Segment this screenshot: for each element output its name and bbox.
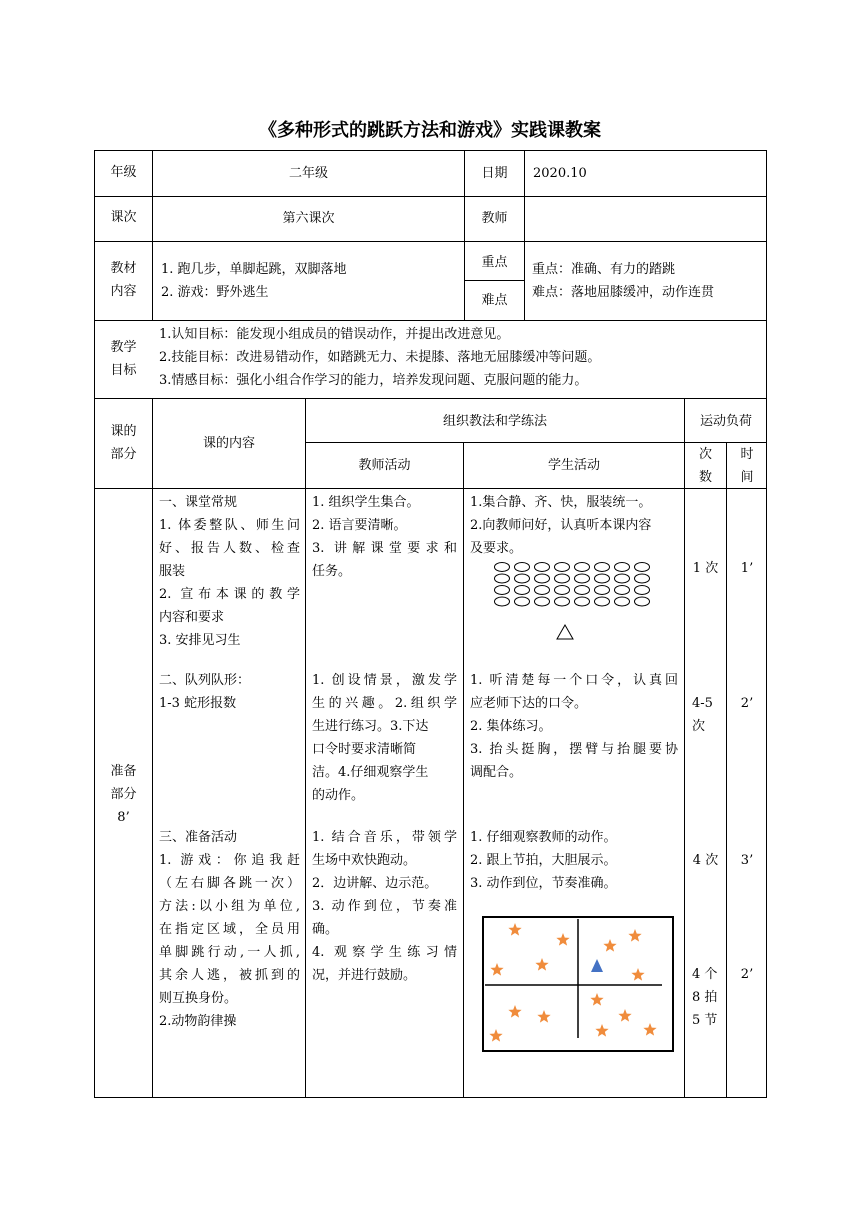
date-value: 2020.10 bbox=[533, 166, 587, 181]
student-oval bbox=[595, 574, 610, 583]
student-oval bbox=[515, 586, 530, 595]
student-star-icon bbox=[556, 933, 569, 946]
student-star-icon bbox=[618, 1009, 631, 1022]
student-oval bbox=[595, 586, 610, 595]
student-oval bbox=[635, 563, 650, 572]
sec1-student: 1.集合静、齐、快，服装统一。 2.向教师问好，认真听本课内容 及要求。 bbox=[470, 495, 652, 556]
sec3-student: 1. 仔细观察教师的动作。 2. 跟上节拍，大胆展示。 3. 动作到位，节奏准确。 bbox=[470, 830, 617, 891]
sec1-count: 1 次 bbox=[692, 561, 719, 576]
prep-part-label: 准备 部分 8’ bbox=[110, 764, 137, 825]
date-label: 日期 bbox=[481, 166, 508, 181]
key-difficult-text: 重点：准确、有力的踏跳 难点：落地屈膝缓冲，动作连贯 bbox=[532, 262, 715, 300]
student-oval bbox=[555, 574, 570, 583]
difficult-label: 难点 bbox=[481, 293, 508, 308]
student-oval bbox=[495, 563, 510, 572]
formation-diagram bbox=[493, 560, 653, 644]
key-label: 重点 bbox=[481, 255, 508, 270]
student-oval bbox=[575, 574, 590, 583]
student-star-icon bbox=[508, 923, 521, 936]
student-oval bbox=[635, 586, 650, 595]
teacher-label: 教师 bbox=[481, 211, 508, 226]
goals-label: 教学 目标 bbox=[110, 340, 137, 378]
student-oval bbox=[575, 597, 590, 606]
sec3-count2: 4 个 8 拍 5 节 bbox=[692, 967, 718, 1028]
student-star-icon bbox=[490, 963, 503, 976]
student-oval bbox=[495, 574, 510, 583]
student-star-icon bbox=[595, 1024, 608, 1037]
sec1-teacher: 1. 组织学生集合。 2. 语言要清晰。 3. 讲解课堂要求和 任务。 bbox=[312, 495, 457, 579]
header-student: 学生活动 bbox=[547, 458, 600, 473]
sec3-time2: 2’ bbox=[740, 967, 754, 982]
sec3-teacher: 1. 结合音乐，带领学 生场中欢快跑动。 2．边讲解、边示范。 3. 动作到位，节奏准 确。 4. 观察学生练习情 况，并进行鼓励。 bbox=[312, 830, 457, 983]
game-field-diagram bbox=[482, 916, 675, 1054]
sec1-content: 一、课堂常规 1. 体委整队、师生问 好、报告人数、检查 服装 2. 宣布本课的教学 内容和要求 3. 安排见习生 bbox=[159, 495, 300, 648]
student-oval bbox=[555, 586, 570, 595]
student-oval bbox=[515, 574, 530, 583]
header-load: 运动负荷 bbox=[699, 414, 752, 429]
student-star-icon bbox=[643, 1023, 656, 1036]
sec2-count: 4-5 次 bbox=[692, 696, 713, 734]
student-oval bbox=[615, 597, 630, 606]
sec3-count: 4 次 bbox=[692, 853, 719, 868]
sec2-content: 二、队列队形： 1-3 蛇形报数 bbox=[159, 673, 251, 711]
header-time: 时 间 bbox=[740, 447, 754, 485]
student-star-icon bbox=[489, 1029, 502, 1042]
student-star-icon bbox=[603, 939, 616, 952]
sec3-content: 三、准备活动 1. 游戏：你追我赶 （左右脚各跳一次） 方法:以小组为单位, 在指定区域，全员用 单脚跳行动,一人抓, 其余人逃，被抓到的 则互换身份。 2.动物韵律操 bbox=[159, 830, 300, 1029]
student-star-icon bbox=[537, 1010, 550, 1023]
student-star-icon bbox=[508, 1005, 521, 1018]
lesson-value: 第六课次 bbox=[282, 211, 335, 226]
student-star-icon bbox=[628, 929, 641, 942]
student-oval bbox=[615, 563, 630, 572]
student-oval bbox=[595, 597, 610, 606]
sec1-time: 1’ bbox=[740, 561, 754, 576]
header-teacher: 教师活动 bbox=[358, 458, 411, 473]
teacher-triangle bbox=[557, 625, 573, 639]
student-star-icon bbox=[590, 993, 603, 1006]
student-oval bbox=[575, 586, 590, 595]
student-oval bbox=[535, 563, 550, 572]
lesson-label: 课次 bbox=[110, 210, 137, 225]
header-content: 课的内容 bbox=[202, 436, 255, 451]
student-star-icon bbox=[631, 968, 644, 981]
student-oval bbox=[515, 597, 530, 606]
header-method: 组织教法和学练法 bbox=[442, 414, 547, 429]
goals-list: 1.认知目标：能发现小组成员的错误动作，并提出改进意见。 2.技能目标：改进易错动作，如踏跳无力、未提膝、落地无屈膝缓冲等问题。 3.情感目标：强化小组合作学习的能力，培养发现问题、克服问题的能力。 bbox=[159, 327, 601, 388]
student-oval bbox=[495, 586, 510, 595]
student-oval bbox=[635, 597, 650, 606]
student-oval bbox=[555, 597, 570, 606]
header-count: 次 数 bbox=[698, 447, 712, 485]
content-label: 教材 内容 bbox=[110, 261, 137, 299]
student-star-icon bbox=[535, 958, 548, 971]
student-oval bbox=[495, 597, 510, 606]
grade-value: 二年级 bbox=[288, 166, 328, 181]
header-part: 课的 部分 bbox=[110, 424, 137, 462]
student-oval bbox=[535, 574, 550, 583]
content-items: 1. 跑几步，单脚起跳，双脚落地 2. 游戏：野外逃生 bbox=[161, 262, 347, 300]
sec2-teacher: 1. 创设情景，激发学 生的兴趣。2.组织学 生进行练习。3.下达 口令时要求清晰简 洁。4.仔细观察学生 的动作。 bbox=[312, 673, 457, 803]
student-oval bbox=[535, 597, 550, 606]
student-oval bbox=[555, 563, 570, 572]
student-oval bbox=[635, 574, 650, 583]
teacher-marker-icon bbox=[591, 959, 603, 972]
student-oval bbox=[615, 586, 630, 595]
student-oval bbox=[515, 563, 530, 572]
student-oval bbox=[575, 563, 590, 572]
page-title: 《多种形式的跳跃方法和游戏》实践课教案 bbox=[259, 120, 601, 141]
student-oval bbox=[595, 563, 610, 572]
sec3-time: 3’ bbox=[740, 853, 754, 868]
student-oval bbox=[615, 574, 630, 583]
sec2-student: 1. 听清楚每一个口令，认真回 应老师下达的口令。 2. 集体练习。 3. 抬头挺胸，摆臂与抬腿要协 调配合。 bbox=[470, 673, 678, 780]
grade-label: 年级 bbox=[110, 165, 137, 180]
student-oval bbox=[535, 586, 550, 595]
sec2-time: 2’ bbox=[740, 696, 754, 711]
